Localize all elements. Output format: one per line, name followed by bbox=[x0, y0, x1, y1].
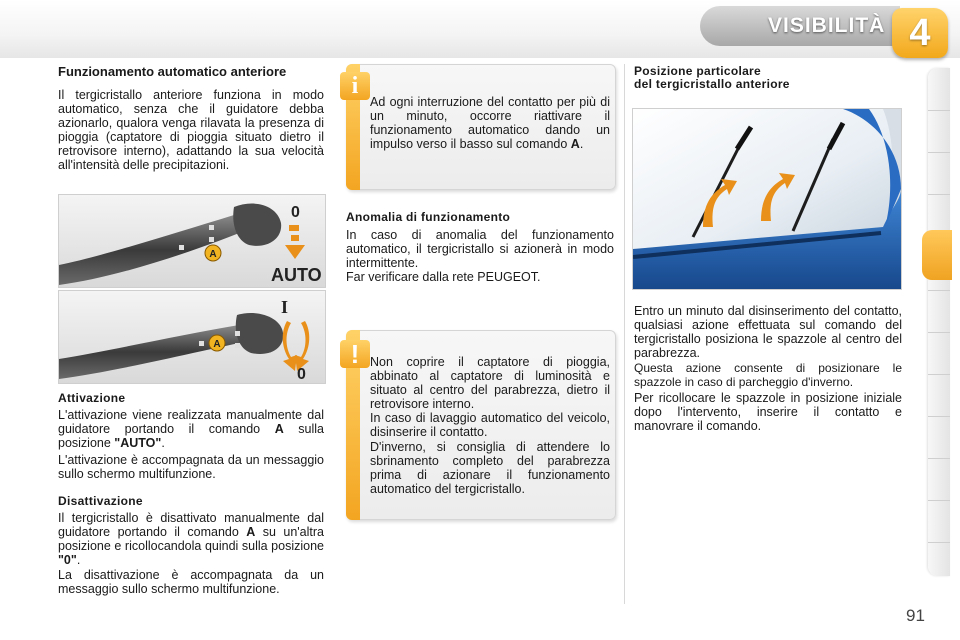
anomaly-heading: Anomalia di funzionamento bbox=[346, 210, 511, 224]
deactivation-text: . bbox=[76, 553, 81, 567]
control-a-label: A bbox=[213, 339, 221, 350]
warning-note-paragraph: In caso di lavaggio automatico del veicolo, disinserire il contatto. bbox=[370, 411, 610, 439]
intro-paragraph: Il tergicristallo anteriore funziona in modo automatico, senza che il guidatore debba azionarlo, qualora venga rilavata la presenza di pioggia (captatore di pioggia situato dietro il retrovisore interno), adattando la sua velocità all'intensità delle precipitazioni. bbox=[58, 88, 324, 172]
activation-paragraph bbox=[58, 408, 324, 450]
chapter-number-badge: 4 bbox=[892, 8, 948, 58]
warning-note-paragraph: Non coprire il captatore di pioggia, abbinato al captatore di luminosità e situato al centro del parabrezza, dietro il retrovisore interno. bbox=[370, 355, 610, 411]
position-auto-label: AUTO bbox=[271, 265, 322, 285]
deactivation-heading: Disattivazione bbox=[58, 494, 143, 508]
zero-position-ref: "0" bbox=[58, 553, 77, 567]
parking-winter-paragraph: Questa azione consente di posizionare le spazzole in caso di parcheggio d'inverno. bbox=[634, 361, 902, 389]
tab-divider bbox=[928, 542, 950, 543]
deactivation-text: su un'altra posizione e ricollocandola quindi sulla posizione bbox=[58, 525, 324, 553]
info-note-body: . bbox=[579, 137, 584, 151]
auto-position-ref: "AUTO" bbox=[114, 436, 162, 450]
special-position-heading: Posizione particolare bbox=[634, 64, 762, 78]
activation-message-paragraph: L'attivazione è accompagnata da un messaggio sullo schermo multifunzione. bbox=[58, 453, 324, 481]
tab-divider bbox=[928, 374, 950, 375]
activation-heading: Attivazione bbox=[58, 391, 126, 405]
warning-icon: ! bbox=[340, 340, 370, 368]
anomaly-service-paragraph: Far verificare dalla rete PEUGEOT. bbox=[346, 270, 541, 284]
windshield-shape bbox=[633, 109, 893, 249]
chapter-title: VISIBILITÀ bbox=[768, 14, 886, 37]
tab-divider bbox=[928, 110, 950, 111]
control-a-ref: A bbox=[570, 137, 580, 151]
column-divider bbox=[624, 64, 625, 604]
warning-note-paragraph: D'inverno, si consiglia di attendere lo sbrinamento completo del parabrezza prima di azionare il funzionamento automatico del tergicristallo. bbox=[370, 440, 610, 496]
deactivation-message-paragraph: La disattivazione è accompagnata da un messaggio sullo schermo multifunzione. bbox=[58, 568, 324, 596]
windshield-wiper-figure bbox=[632, 108, 902, 290]
tab-divider bbox=[928, 416, 950, 417]
deactivation-text: Il tergicristallo è disattivato manualmente dal guidatore portando il comando bbox=[58, 511, 324, 539]
deactivation-paragraph bbox=[58, 511, 324, 567]
tab-divider bbox=[928, 458, 950, 459]
info-note-body: Ad ogni interruzione del contatto per più di un minuto, occorre riattivare il funzionamento automatico dando un impulso verso il basso sul comando bbox=[370, 95, 610, 151]
tab-divider bbox=[928, 332, 950, 333]
tab-divider bbox=[928, 290, 950, 291]
restore-position-paragraph: Per ricollocare le spazzole in posizione iniziale dopo l'intervento, inserire il contatto e manovrare il comando. bbox=[634, 391, 902, 433]
control-a-label: A bbox=[209, 249, 217, 260]
chapter-tab-active[interactable] bbox=[922, 230, 952, 280]
anomaly-paragraph: In caso di anomalia del funzionamento automatico, il tergicristallo si azionerà in modo intermittente. bbox=[346, 228, 614, 270]
position-zero-label: 0 bbox=[297, 366, 306, 383]
special-position-paragraph: Entro un minuto dal disinserimento del contatto, qualsiasi azione effettuata sul comando del tergicristallo posiziona le spazzole al centro del parabrezza. bbox=[634, 304, 902, 360]
tab-divider bbox=[928, 194, 950, 195]
section-title-auto-wipe: Funzionamento automatico anteriore bbox=[58, 64, 287, 79]
page-number: 91 bbox=[906, 606, 925, 625]
tab-divider bbox=[928, 500, 950, 501]
activation-text: L'attivazione viene realizzata manualmente dal guidatore portando il comando bbox=[58, 408, 324, 436]
special-position-heading: del tergicristallo anteriore bbox=[634, 77, 790, 91]
activation-text: sulla posizione bbox=[58, 422, 325, 450]
tab-divider bbox=[928, 152, 950, 153]
info-note-text bbox=[370, 95, 610, 151]
info-icon: i bbox=[340, 72, 370, 100]
stalk-figure-single-wipe bbox=[58, 290, 326, 384]
position-one-label: I bbox=[281, 297, 289, 317]
activation-text: . bbox=[161, 436, 165, 450]
control-a-ref: A bbox=[246, 525, 256, 539]
control-a-ref: A bbox=[274, 422, 284, 436]
stalk-figure-auto bbox=[58, 194, 326, 288]
position-zero-label: 0 bbox=[291, 204, 300, 221]
